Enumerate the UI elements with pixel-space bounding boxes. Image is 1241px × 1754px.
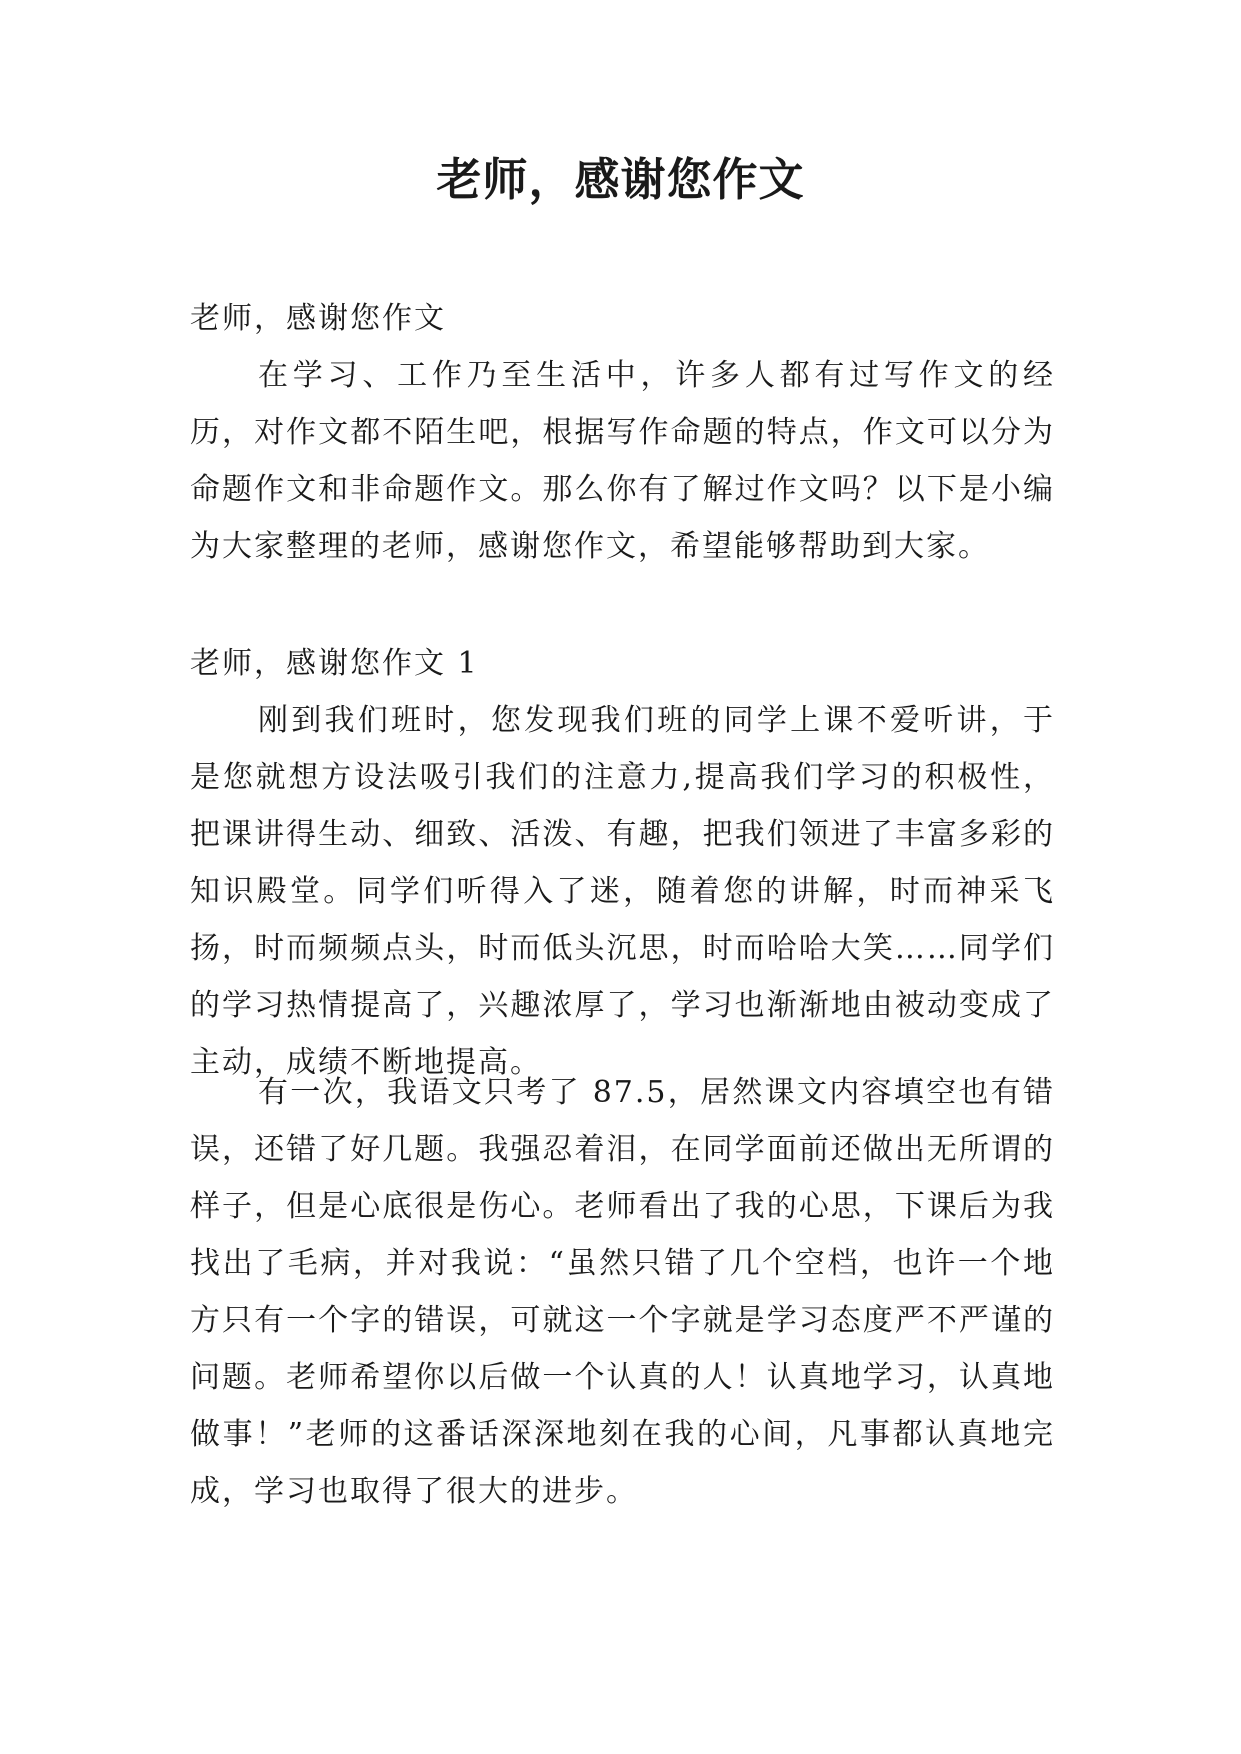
document-title: 老师，感谢您作文 — [436, 153, 805, 206]
section-1-heading: 老师，感谢您作文 1 — [190, 646, 479, 681]
intro-paragraph: 在学习、工作乃至生活中，许多人都有过写作文的经历，对作文都不陌生吧，根据写作命题的特点，作文可以分为命题作文和非命题作文。那么你有了解过作文吗？以下是小编为大家整理的老师，感谢您作文，希望能够帮助到大家。 — [190, 358, 1055, 564]
article-heading: 老师，感谢您作文 — [190, 301, 446, 336]
section-1-paragraph-1: 刚到我们班时，您发现我们班的同学上课不爱听讲，于是您就想方设法吸引我们的注意力,提高我们学习的积极性，把课讲得生动、细致、活泼、有趣，把我们领进了丰富多彩的知识殿堂。同学们听得入了迷，随着您的讲解，时而神采飞扬，时而频频点头，时而低头沉思，时而哈哈大笑……同学们的学习热情提高了，兴趣浓厚了，学习也渐渐地由被动变成了主动，成绩不断地提高。 — [190, 703, 1055, 1080]
section-1-paragraph-2: 有一次，我语文只考了 87.5，居然课文内容填空也有错误，还错了好几题。我强忍着泪，在同学面前还做出无所谓的样子，但是心底很是伤心。老师看出了我的心思，下课后为我找出了毛病，并对我说：“虽然只错了几个空档，也许一个地方只有一个字的错误，可就这一个字就是学习态度严不严谨的问题。老师希望你以后做一个认真的人！认真地学习，认真地做事！”老师的这番话深深地刻在我的心间，凡事都认真地完成，学习也取得了很大的进步。 — [190, 1075, 1055, 1509]
